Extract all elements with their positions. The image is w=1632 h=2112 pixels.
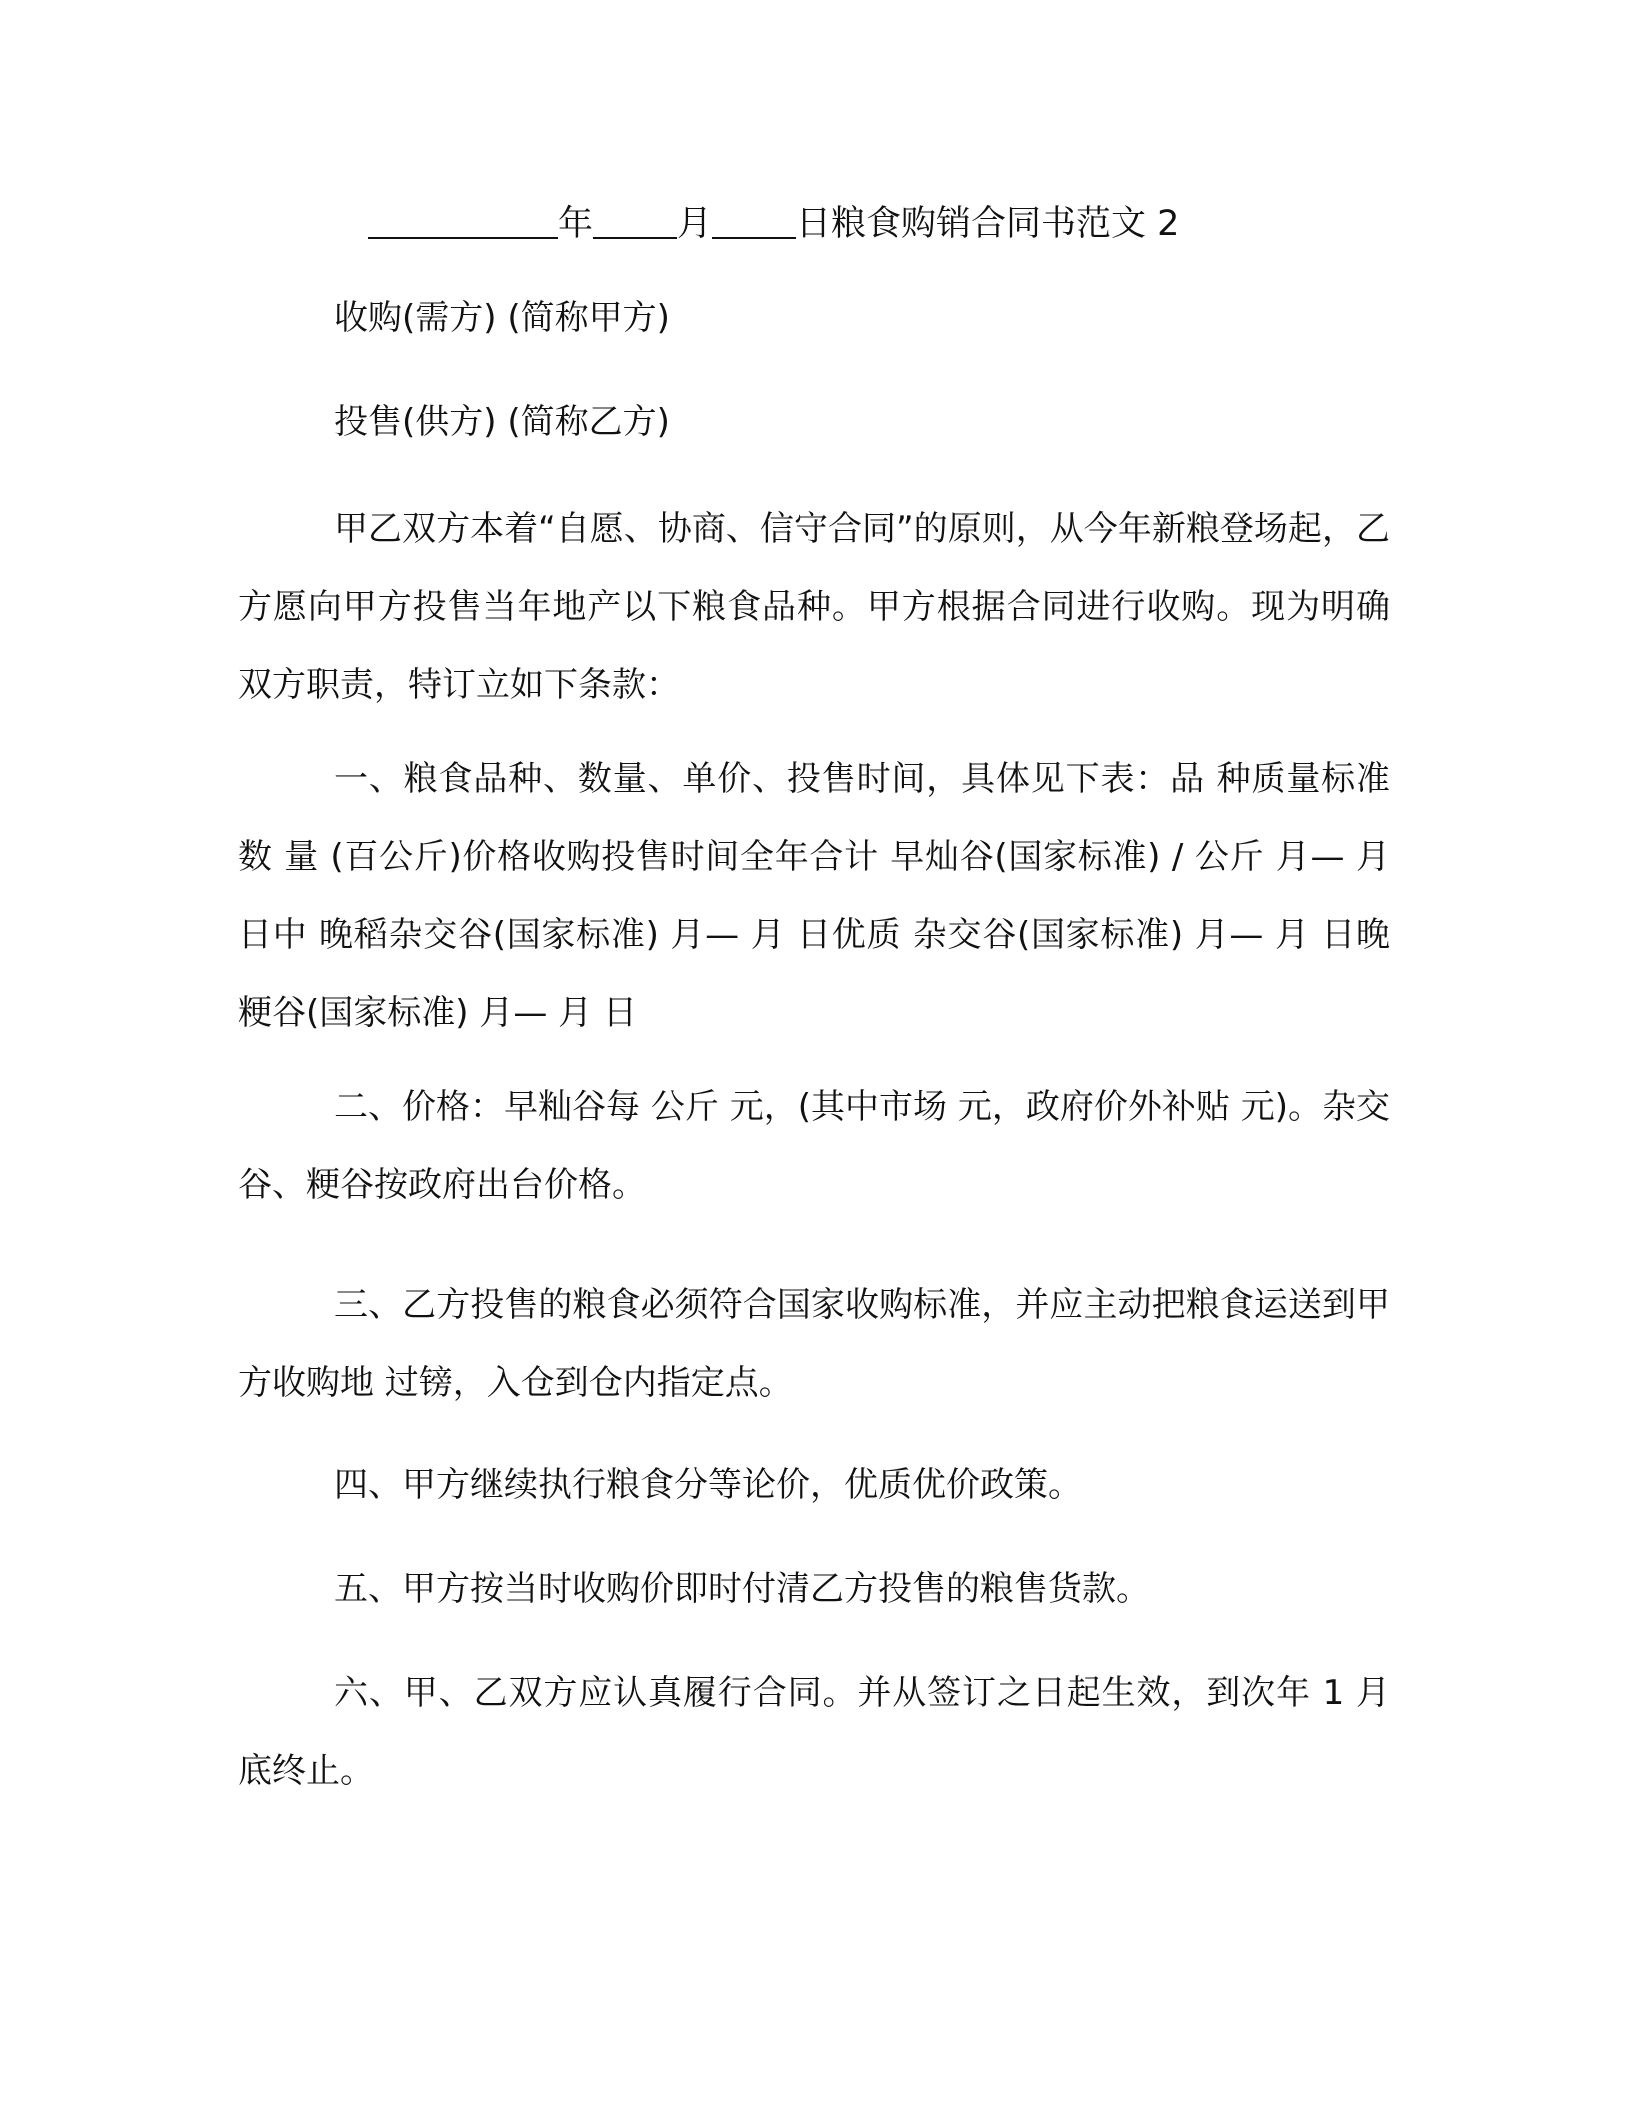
- document-title: [368, 196, 1468, 252]
- year-blank: [368, 199, 558, 239]
- day-suffix-title: 日粮食购销合同书范文 2: [796, 204, 1180, 244]
- clause-5: 五、甲方按当时收购价即时付清乙方投售的粮售货款。: [334, 1569, 1150, 1609]
- clause-3: 三、乙方投售的粮食必须符合国家收购标准，并应主动把粮食运送到甲方收购地 过镑，入仓到仓内指定点。: [238, 1285, 1390, 1403]
- clause-2: 二、价格：早籼谷每 公斤 元，(其中市场 元，政府价外补贴 元)。杂交谷、粳谷按政府出台价格。: [238, 1087, 1390, 1205]
- clause-6: 六、甲、乙双方应认真履行合同。并从签订之日起生效，到次年 1 月底终止。: [238, 1673, 1390, 1791]
- buyer-line: 收购(需方) (简称甲方): [334, 298, 670, 338]
- month-blank: [593, 199, 677, 239]
- year-suffix: 年: [558, 204, 594, 244]
- month-suffix: 月: [677, 204, 713, 244]
- seller-line: 投售(供方) (简称乙方): [334, 402, 670, 442]
- clause-4: 四、甲方继续执行粮食分等论价，优质优价政策。: [334, 1465, 1082, 1505]
- clause-1: 一、粮食品种、数量、单价、投售时间，具体见下表：品 种质量标准数 量 (百公斤)价格收购投售时间全年合计 早灿谷(国家标准) / 公斤 月— 月 日中 晚稻杂交谷(国家标准) 月— 月 日优质 杂交谷(国家标准) 月— 月 日晚粳谷(国家标准) 月— 月 日: [238, 759, 1390, 1033]
- intro-paragraph: 甲乙双方本着“自愿、协商、信守合同”的原则，从今年新粮登场起，乙方愿向甲方投售当年地产以下粮食品种。甲方根据合同进行收购。现为明确双方职责，特订立如下条款：: [238, 509, 1390, 705]
- day-blank: [712, 199, 796, 239]
